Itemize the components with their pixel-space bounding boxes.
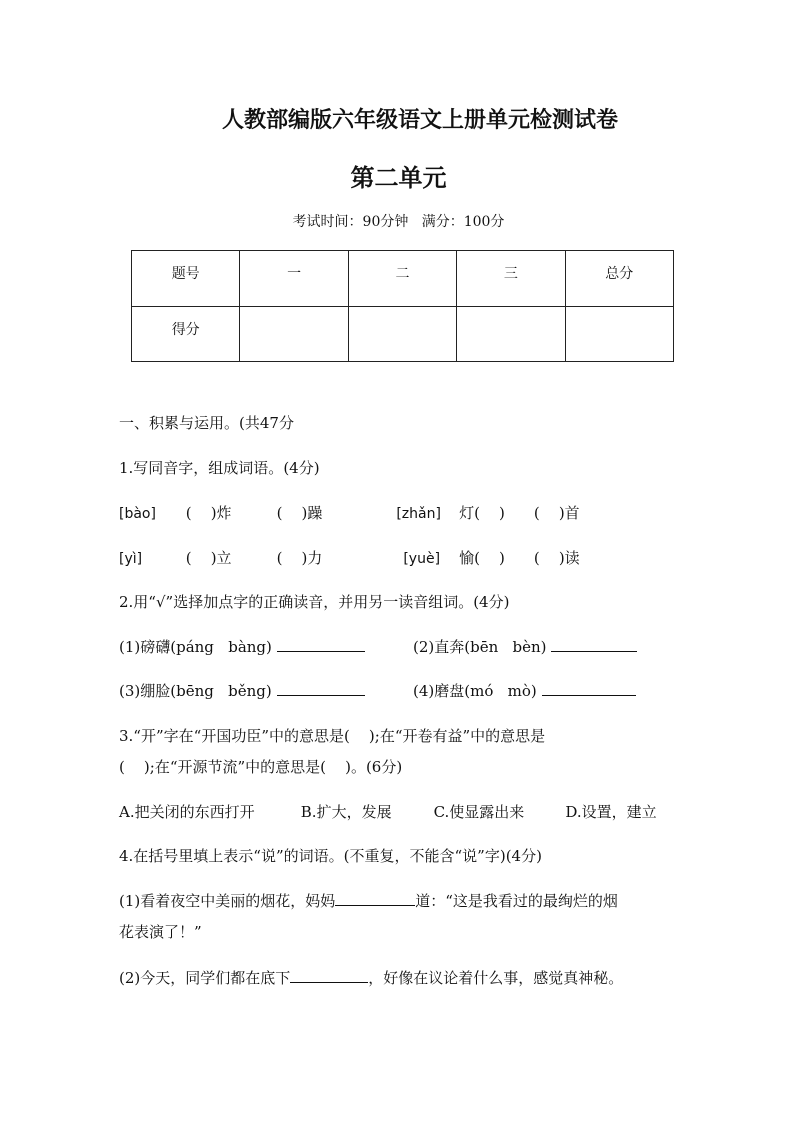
answer-blank[interactable] xyxy=(277,680,365,696)
fill-word[interactable]: ( )读 xyxy=(533,549,580,567)
pinyin: [zhǎn] xyxy=(396,506,441,522)
q4-item2-text-a: (2)今天，同学们都在底下 xyxy=(119,969,291,987)
q2-item-label: (1)磅礴(páng bàng) xyxy=(119,638,272,656)
option-d[interactable]: D.设置，建立 xyxy=(565,803,657,821)
answer-blank[interactable] xyxy=(335,890,415,906)
option-b[interactable]: B.扩大，发展 xyxy=(300,803,392,821)
q2-item-label: (2)直奔(bēn bèn) xyxy=(413,638,547,656)
question-1-prompt: 1.写同音字，组成词语。(4分) xyxy=(119,459,320,477)
fill-word[interactable]: 灯( ) xyxy=(459,504,505,522)
score-cell[interactable] xyxy=(565,306,673,362)
exam-info: 考试时间：90分钟 满分：100分 xyxy=(292,214,505,230)
score-row-label: 得分 xyxy=(132,306,240,362)
answer-blank[interactable] xyxy=(542,680,636,696)
q4-item2-text-b: ，好像在议论着什么事，感觉真神秘。 xyxy=(368,969,624,987)
q4-item1-text-b: 道：“这是我看过的最绚烂的烟 xyxy=(415,892,618,910)
q4-item1-text-c: 花表演了！” xyxy=(119,923,202,941)
question-3-line-2: ( );在“开源节流”中的意思是( )。(6分) xyxy=(119,758,403,776)
question-2-item xyxy=(413,636,637,657)
score-cell[interactable] xyxy=(240,306,348,362)
question-4-item-1 xyxy=(119,890,618,911)
score-table-header-row xyxy=(132,251,674,307)
option-a[interactable]: A.把关闭的东西打开 xyxy=(119,803,255,821)
q4-item1-text-a: (1)看着夜空中美丽的烟花，妈妈 xyxy=(119,892,336,910)
pinyin: [yuè] xyxy=(403,551,441,567)
question-2-prompt: 2.用“√”选择加点字的正确读音，并用另一读音组词。(4分) xyxy=(119,593,510,611)
question-4-item-2 xyxy=(119,967,623,988)
score-table xyxy=(131,250,674,362)
answer-blank[interactable] xyxy=(551,636,637,652)
q2-item-label: (4)磨盘(mó mò) xyxy=(413,682,537,700)
answer-blank[interactable] xyxy=(277,636,365,652)
fill-word[interactable]: ( )炸 xyxy=(185,504,232,522)
question-3-line-1: 3.“开”字在“开国功臣”中的意思是( );在“开卷有益”中的意思是 xyxy=(119,727,546,745)
score-header-cell: 总分 xyxy=(565,251,673,307)
question-3-options xyxy=(119,801,657,822)
unit-title: 第二单元 xyxy=(350,163,447,192)
q2-item-label: (3)绷脸(bēng běng) xyxy=(119,682,272,700)
pinyin: [yì] xyxy=(119,551,143,567)
question-4-prompt: 4.在括号里填上表示“说”的词语。(不重复，不能含“说”字)(4分) xyxy=(119,847,542,865)
score-table-score-row xyxy=(132,306,674,362)
exam-title: 人教部编版六年级语文上册单元检测试卷 xyxy=(221,107,618,133)
pinyin: [bào] xyxy=(119,506,156,522)
score-header-cell: 二 xyxy=(348,251,456,307)
section-heading: 一、积累与运用。(共47分 xyxy=(119,414,294,432)
answer-blank[interactable] xyxy=(290,967,368,983)
score-header-cell: 三 xyxy=(457,251,565,307)
question-1-row-1 xyxy=(119,502,580,523)
option-c[interactable]: C.使显露出来 xyxy=(433,803,525,821)
score-cell[interactable] xyxy=(457,306,565,362)
fill-word[interactable]: ( )立 xyxy=(185,549,232,567)
fill-word[interactable]: ( )躁 xyxy=(276,504,323,522)
fill-word[interactable]: ( )力 xyxy=(276,549,323,567)
question-2-item xyxy=(119,680,365,701)
fill-word[interactable]: ( )首 xyxy=(533,504,580,522)
question-2-item xyxy=(413,680,636,701)
question-1-row-2 xyxy=(119,547,580,568)
question-2-item xyxy=(119,636,365,657)
score-header-cell: 一 xyxy=(240,251,348,307)
score-cell[interactable] xyxy=(348,306,456,362)
score-header-cell: 题号 xyxy=(132,251,240,307)
fill-word[interactable]: 愉( ) xyxy=(459,549,505,567)
